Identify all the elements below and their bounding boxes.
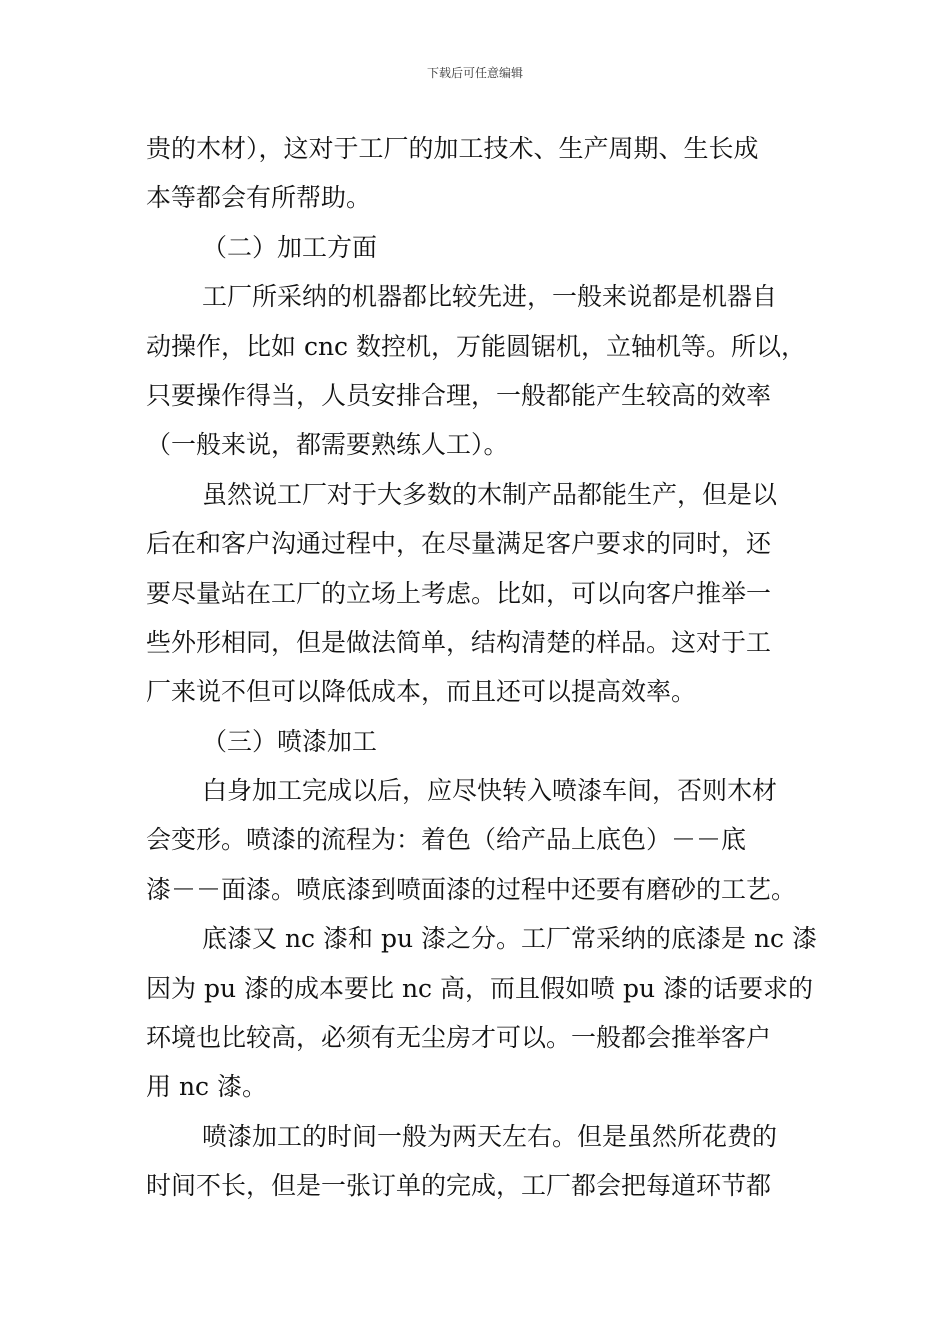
text-line: （一般来说，都需要熟练人工）。 [146,430,509,460]
text-line: 贵的木材），这对于工厂的加工技术、生产周期、生长成 [146,134,759,163]
text-line: 漆－－面漆。喷底漆到喷面漆的过程中还要有磨砂的工艺。 [146,874,797,904]
text-line: 只要操作得当，人员安排合理，一般都能产生较高的效率 [146,380,772,410]
paragraph-first-line: 底漆又 nc 漆和 pu 漆之分。工厂常采纳的底漆是 nc 漆 [202,924,817,954]
paragraph-first-line: 虽然说工厂对于大多数的木制产品都能生产，但是以 [202,479,778,509]
paragraph-first-line: 工厂所采纳的机器都比较先进，一般来说都是机器自 [202,282,778,312]
page-header: 下载后可任意编辑 [426,66,523,80]
text-line: 些外形相同，但是做法简单，结构清楚的样品。这对于工 [146,627,772,657]
text-line: 时间不长，但是一张订单的完成，工厂都会把每道环节都 [146,1171,772,1201]
text-line: 动操作，比如 cnc 数控机，万能圆锯机，立轴机等。所以， [146,331,806,361]
document-body [146,124,817,1211]
text-line: 环境也比较高，必须有无尘房才可以。一般都会推举客户 [146,1023,772,1053]
text-line: 后在和客户沟通过程中，在尽量满足客户要求的同时，还 [146,529,772,559]
text-line: 因为 pu 漆的成本要比 nc 高，而且假如喷 pu 漆的话要求的 [146,973,813,1003]
text-line: 用 nc 漆。 [146,1072,267,1102]
text-line: 本等都会有所帮助。 [146,183,372,213]
section-heading: （二）加工方面 [202,232,378,262]
text-line: 要尽量站在工厂的立场上考虑。比如，可以向客户推举一 [146,578,772,608]
text-line: 厂来说不但可以降低成本，而且还可以提高效率。 [146,677,697,707]
section-heading: （三）喷漆加工 [202,726,378,756]
paragraph-first-line: 喷漆加工的时间一般为两天左右。但是虽然所花费的 [202,1121,778,1151]
paragraph-first-line: 白身加工完成以后，应尽快转入喷漆车间，否则木材 [202,776,778,806]
text-line: 会变形。喷漆的流程为：着色（给产品上底色）－－底 [146,825,747,855]
